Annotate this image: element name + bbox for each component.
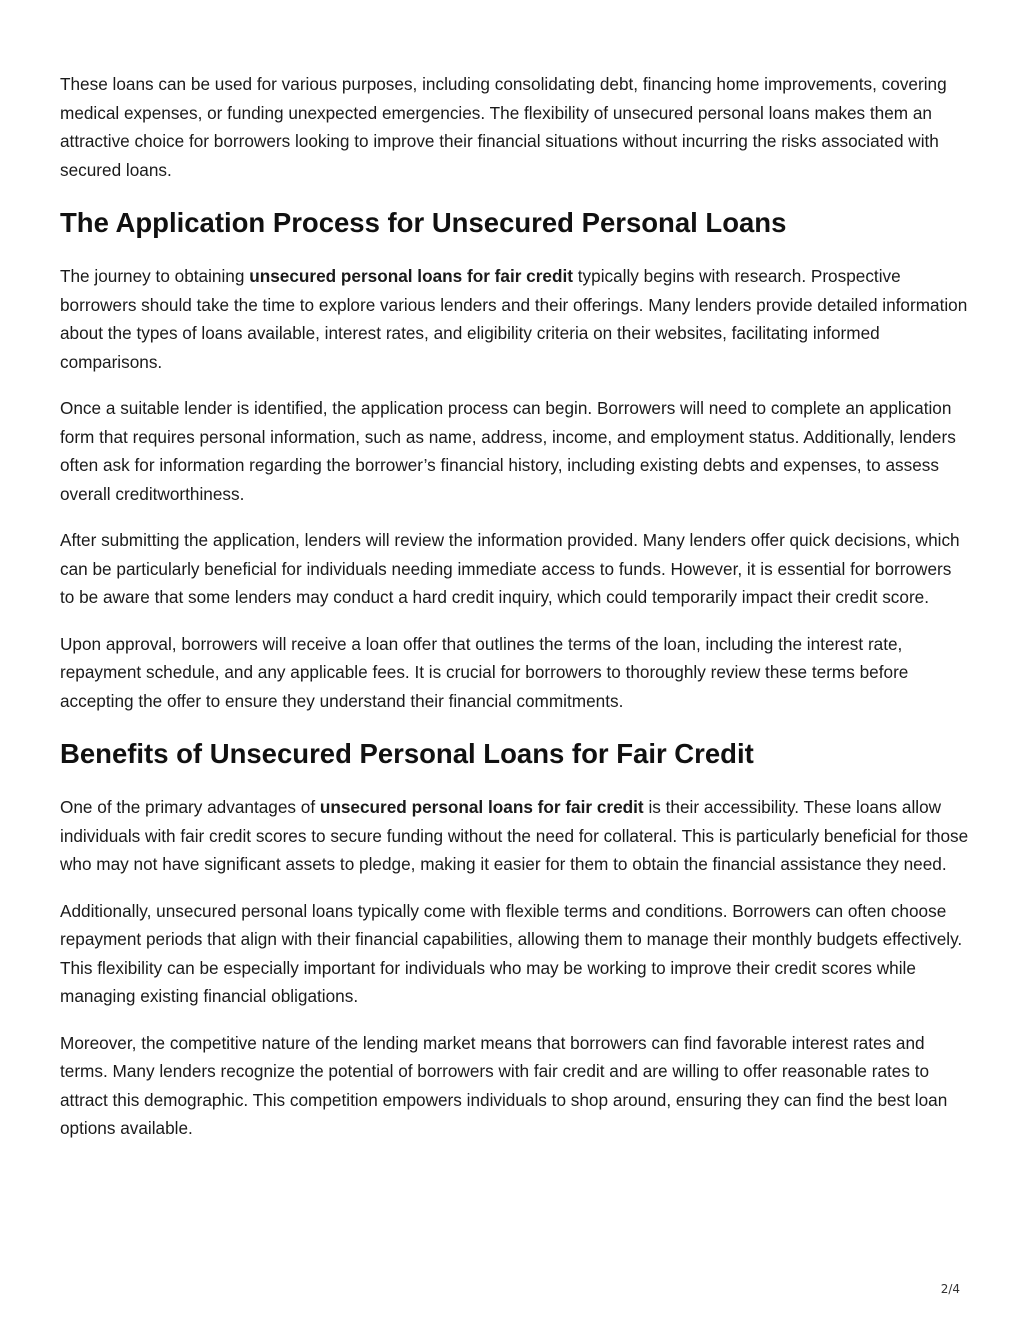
paragraph-text: The journey to obtaining xyxy=(60,266,250,286)
application-paragraph-4: Upon approval, borrowers will receive a loan offer that outlines the terms of the loan, including the interest rate, repayment schedule, and any applicable fees. It is crucial for borrowers to thoroughly review these terms before accepting the offer to ensure they understand their financial commitments. xyxy=(60,633,909,711)
bold-keyword: unsecured personal loans for fair credit xyxy=(319,797,644,817)
paragraph-text: typically begins with research. Prospective borrowers should take the time to explore various lenders and their offerings. Many lenders provide detailed information about the types of loans available, interest rates, and eligibility criteria on their websites, facilitating informed comparisons. xyxy=(60,266,968,372)
page-number: 2/4 xyxy=(940,1282,960,1296)
section-heading-benefits: Benefits of Unsecured Personal Loans for Fair Credit xyxy=(60,738,754,769)
benefits-paragraph-2: Additionally, unsecured personal loans typically come with flexible terms and conditions. Borrowers can often choose repayment periods that align with their financial capabilities, allowing them to manage their monthly budgets effectively. This flexibility can be especially important for individuals who may be working to improve their credit scores while managing existing financial obligations. xyxy=(60,900,963,1006)
application-paragraph-1 xyxy=(60,262,970,376)
application-paragraph-3: After submitting the application, lenders will review the information provided. Many lenders offer quick decisions, which can be particularly beneficial for individuals needing immediate access to funds. However, it is essential for borrowers to be aware that some lenders may conduct a hard credit inquiry, which could temporarily impact their credit score. xyxy=(60,530,960,607)
section-heading-application-process: The Application Process for Unsecured Personal Loans xyxy=(60,207,787,238)
document-page xyxy=(60,70,970,1161)
application-paragraph-2: Once a suitable lender is identified, the application process can begin. Borrowers will need to complete an application form that requires personal information, such as name, address, income, and employment status. Additionally, lenders often ask for information regarding the borrower’s financial history, including existing debts and expenses, to assess overall creditworthiness. xyxy=(60,398,956,504)
benefits-paragraph-1 xyxy=(60,793,970,879)
paragraph-text: One of the primary advantages of xyxy=(60,797,320,817)
bold-keyword: unsecured personal loans for fair credit xyxy=(249,266,573,286)
paragraph-text: is their accessibility. These loans allow individuals with fair credit scores to secure funding without the need for collateral. This is particularly beneficial for those who may not have significant assets to pledge, making it easier for them to obtain the financial assistance they need. xyxy=(60,797,969,874)
benefits-paragraph-3: Moreover, the competitive nature of the lending market means that borrowers can find favorable interest rates and terms. Many lenders recognize the potential of borrowers with fair credit and are willing to offer reasonable rates to attract this demographic. This competition empowers individuals to shop around, ensuring they can find the best loan options available. xyxy=(60,1032,948,1138)
intro-paragraph: These loans can be used for various purposes, including consolidating debt, financing home improvements, covering medical expenses, or funding unexpected emergencies. The flexibility of unsecured personal loans makes them an attractive choice for borrowers looking to improve their financial situations without incurring the risks associated with secured loans. xyxy=(60,74,947,180)
